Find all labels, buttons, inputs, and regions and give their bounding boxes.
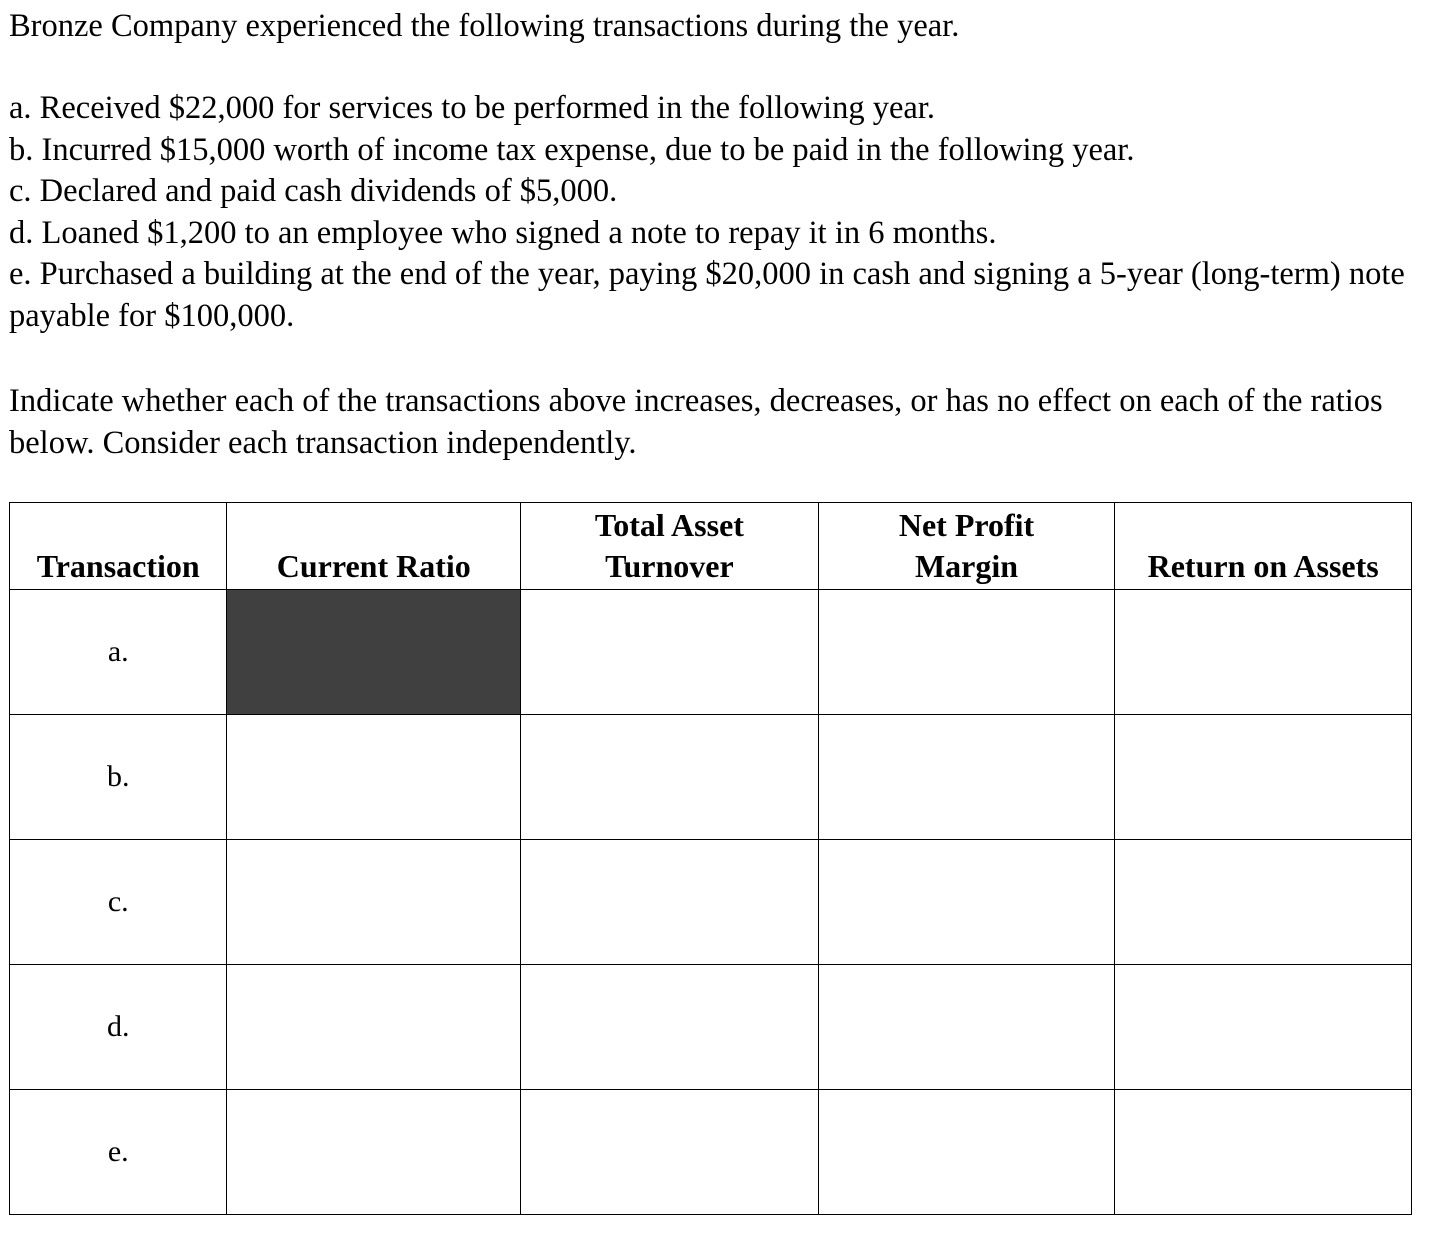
transaction-item-d: d. Loaned $1,200 to an employee who signed a note to repay it in 6 months. [9, 214, 997, 251]
total-asset-turnover-cell[interactable] [521, 1090, 819, 1215]
net-profit-margin-cell[interactable] [818, 715, 1115, 840]
table-row [10, 1090, 1412, 1215]
return-on-assets-cell[interactable] [1115, 715, 1412, 840]
total-asset-turnover-cell[interactable] [521, 840, 819, 965]
total-asset-turnover-cell[interactable] [521, 590, 819, 715]
transaction-item-c: c. Declared and paid cash dividends of $5,000. [9, 173, 618, 209]
return-on-assets-cell[interactable] [1115, 590, 1412, 715]
header-total-asset-turnover: Total Asset Turnover [521, 503, 819, 590]
return-on-assets-cell[interactable] [1115, 840, 1412, 965]
table-row [10, 590, 1412, 715]
transaction-item-e: e. Purchased a building at the end of the year, paying $20,000 in cash and signing a 5-year (long-term) note payable for $100,000. [9, 256, 1405, 334]
return-on-assets-cell[interactable] [1115, 1090, 1412, 1215]
net-profit-margin-cell[interactable] [818, 1090, 1115, 1215]
transaction-label: e. [10, 1090, 227, 1215]
current-ratio-cell [227, 590, 521, 715]
header-return-on-assets: Return on Assets [1115, 503, 1412, 590]
table-row [10, 965, 1412, 1090]
instructions-text: Indicate whether each of the transactions above increases, decreases, or has no effect on each of the ratios below. Consider each transaction independently. [9, 383, 1383, 461]
table-header-row [10, 503, 1412, 590]
table-row [10, 840, 1412, 965]
ratio-effect-table [9, 502, 1412, 1215]
transaction-label: b. [10, 715, 227, 840]
transaction-list [9, 88, 1424, 337]
total-asset-turnover-cell[interactable] [521, 965, 819, 1090]
transaction-label: d. [10, 965, 227, 1090]
current-ratio-cell[interactable] [227, 1090, 521, 1215]
header-transaction: Transaction [10, 503, 227, 590]
header-net-profit-margin: Net Profit Margin [818, 503, 1115, 590]
transaction-item-b: b. Incurred $15,000 worth of income tax expense, due to be paid in the following year. [9, 131, 1135, 168]
net-profit-margin-cell[interactable] [818, 965, 1115, 1090]
header-current-ratio: Current Ratio [227, 503, 521, 590]
net-profit-margin-cell[interactable] [818, 840, 1115, 965]
transaction-label: a. [10, 590, 227, 715]
table-row [10, 715, 1412, 840]
transaction-item-a: a. Received $22,000 for services to be performed in the following year. [9, 90, 935, 126]
current-ratio-cell[interactable] [227, 715, 521, 840]
total-asset-turnover-cell[interactable] [521, 715, 819, 840]
return-on-assets-cell[interactable] [1115, 965, 1412, 1090]
intro-text: Bronze Company experienced the following transactions during the year. [9, 8, 960, 44]
transaction-label: c. [10, 840, 227, 965]
current-ratio-cell[interactable] [227, 965, 521, 1090]
net-profit-margin-cell[interactable] [818, 590, 1115, 715]
current-ratio-cell[interactable] [227, 840, 521, 965]
